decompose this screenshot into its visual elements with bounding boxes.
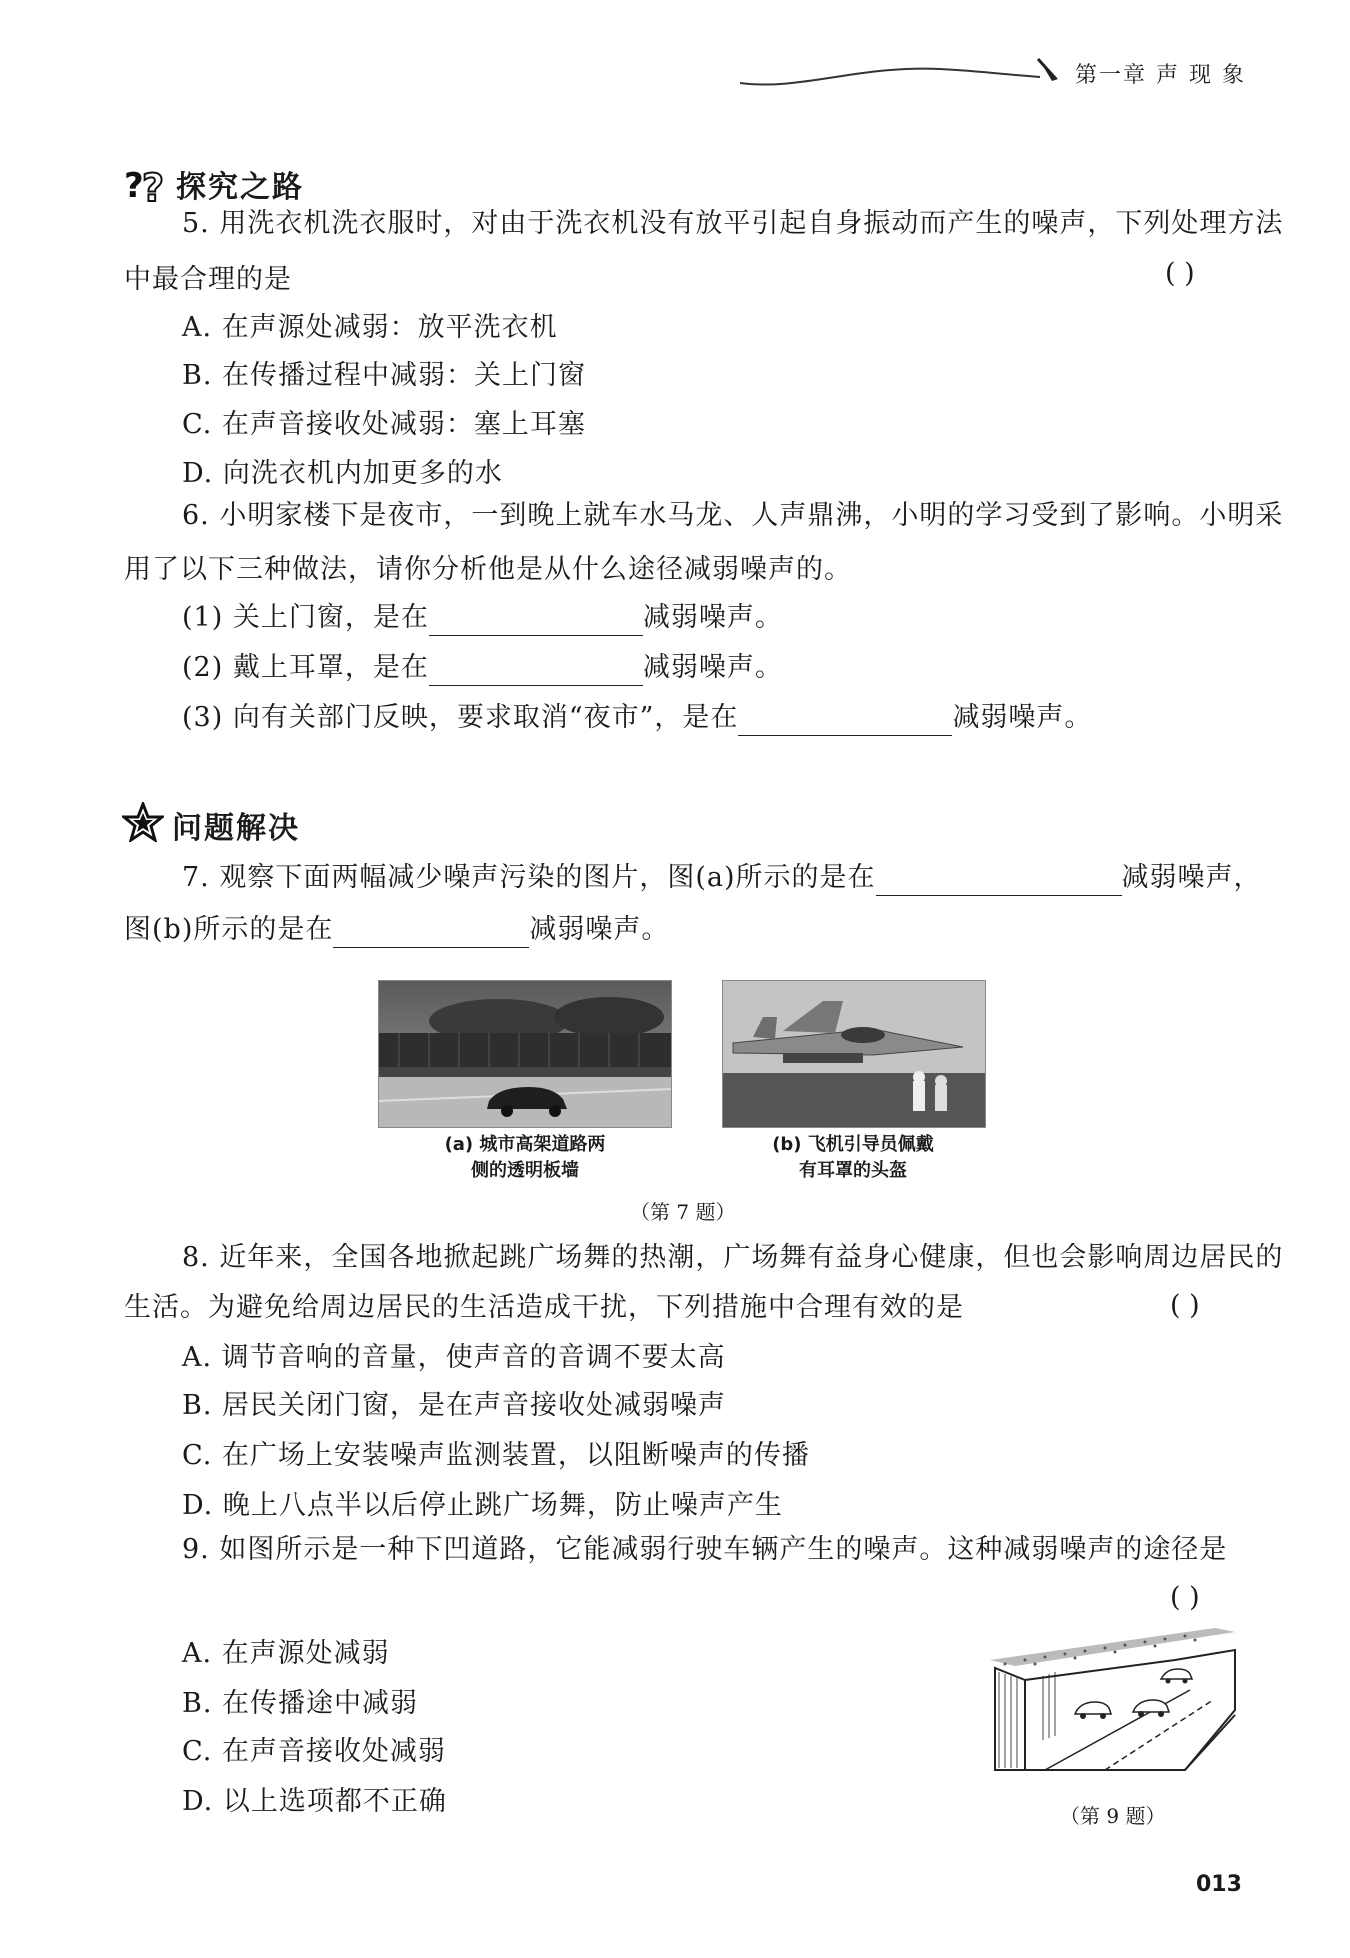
chapter-header: 第一章 声 现 象 [1075,63,1246,88]
q8-option-a: A. 调节音响的音量，使声音的音调不要太高 [182,1342,726,1373]
svg-text:?: ? [142,166,165,203]
q5-option-d: D. 向洗衣机内加更多的水 [182,458,503,489]
q5-option-a: A. 在声源处减弱：放平洗衣机 [182,312,558,343]
sunken-road-illustration [985,1620,1240,1790]
section-title-solve: 问题解决 [172,811,300,846]
q6-item-2: (2) 戴上耳罩，是在 减弱噪声。 [182,650,783,686]
question-marks-icon [124,163,168,203]
star-icon [122,802,164,842]
section-title-explore: 探究之路 [176,170,304,205]
q9-option-b: B. 在传播途中减弱 [182,1688,419,1719]
header-swoosh [740,55,1060,95]
figure-label-q7: （第 7 题） [630,1200,736,1224]
q5-stem-line1: 5. 用洗衣机洗衣服时，对由于洗衣机没有放平引起自身振动而产生的噪声，下列处理方法 [182,208,1284,239]
q7-stem-line2: 图(b)所示的是在 减弱噪声。 [124,912,669,948]
q7-blank-2[interactable] [333,919,529,948]
q8-option-d: D. 晚上八点半以后停止跳广场舞，防止噪声产生 [182,1490,783,1521]
q8-stem-line1: 8. 近年来，全国各地掀起跳广场舞的热潮，广场舞有益身心健康，但也会影响周边居民的 [182,1242,1284,1273]
caption-b-line2: 有耳罩的头盔 [799,1160,907,1181]
q6-stem-line2: 用了以下三种做法，请你分析他是从什么途径减弱噪声的。 [124,554,852,585]
photo-b-illustration [723,981,985,1127]
q7-stem-line1: 7. 观察下面两幅减少噪声污染的图片，图(a)所示的是在 减弱噪声， [182,860,1262,896]
q6-blank-1[interactable] [429,607,643,636]
q6-blank-3[interactable] [738,707,952,736]
q6-item-3: (3) 向有关部门反映，要求取消“夜市”，是在 减弱噪声。 [182,700,1092,736]
q9-option-a: A. 在声源处减弱 [182,1638,390,1669]
figure-label-q9: （第 9 题） [1060,1804,1166,1828]
q8-option-b: B. 居民关闭门窗，是在声音接收处减弱噪声 [182,1390,727,1421]
q9-option-c: C. 在声音接收处减弱 [182,1736,446,1767]
photo-a-elevated-road-wall [378,980,672,1128]
q7-blank-1[interactable] [876,867,1122,896]
q5-stem-line2: 中最合理的是 [124,264,292,295]
caption-a-line2: 侧的透明板墙 [471,1160,579,1181]
page-number: 013 [1196,1872,1242,1897]
photo-b-aircraft-guide [722,980,986,1128]
q6-stem-line1: 6. 小明家楼下是夜市，一到晚上就车水马龙、人声鼎沸，小明的学习受到了影响。小明采 [182,500,1284,531]
q8-answer-paren: ( ) [1170,1290,1200,1321]
caption-a-line1: (a) 城市高架道路两 [444,1134,606,1155]
svg-text:?: ? [124,166,144,203]
q9-option-d: D. 以上选项都不正确 [182,1786,447,1817]
photo-a-illustration [379,981,671,1127]
q5-answer-paren: ( ) [1165,258,1195,289]
q5-option-c: C. 在声音接收处减弱：塞上耳塞 [182,409,586,440]
q8-stem-line2: 生活。为避免给周边居民的生活造成干扰，下列措施中合理有效的是 [124,1292,964,1323]
q8-option-c: C. 在广场上安装噪声监测装置，以阻断噪声的传播 [182,1440,810,1471]
q5-option-b: B. 在传播过程中减弱：关上门窗 [182,360,587,391]
caption-b-line1: (b) 飞机引导员佩戴 [772,1134,934,1155]
q6-blank-2[interactable] [429,657,643,686]
q9-answer-paren: ( ) [1170,1582,1200,1613]
q9-stem-line1: 9. 如图所示是一种下凹道路，它能减弱行驶车辆产生的噪声。这种减弱噪声的途径是 [182,1534,1228,1565]
q6-item-1: (1) 关上门窗，是在 减弱噪声。 [182,600,783,636]
